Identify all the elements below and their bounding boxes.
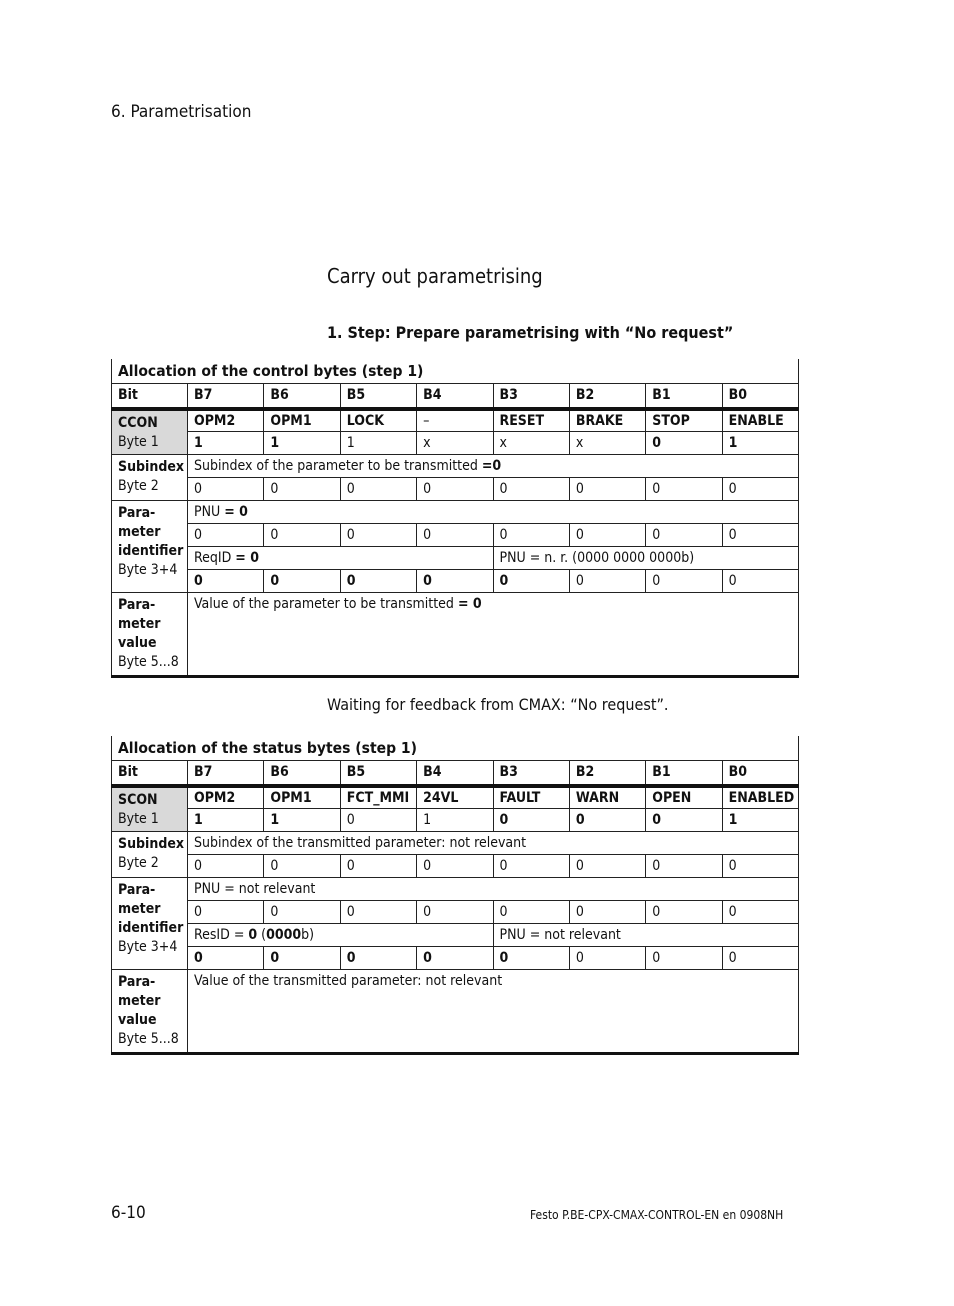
scon-bit-label: FCT_MMI — [340, 786, 416, 809]
pnu-nr-description: PNU = n. r. (0000 0000 0000b) — [493, 547, 799, 570]
resid-value: 0 — [264, 947, 340, 970]
scon-value: 0 — [493, 809, 569, 832]
scon-bit-label: FAULT — [493, 786, 569, 809]
pnu-value: 0 — [417, 901, 493, 924]
subindex-value: 0 — [417, 478, 493, 501]
pnu-text-row — [112, 501, 799, 524]
bit-col: B0 — [722, 761, 798, 786]
pnu-description: PNU = not relevant — [188, 878, 799, 901]
param-id-name: meter — [118, 524, 161, 540]
reqid-value: 0 — [188, 570, 264, 593]
subindex-text-row — [112, 832, 799, 855]
pnu-value: 0 — [264, 524, 340, 547]
table-caption: Allocation of the status bytes (step 1) — [111, 736, 799, 760]
ccon-bit-label: BRAKE — [569, 409, 645, 432]
bit-col: B6 — [264, 761, 340, 786]
resid-value: 0 — [646, 947, 722, 970]
param-value-byte: Byte 5...8 — [118, 1031, 179, 1047]
scon-value-row — [112, 809, 799, 832]
bit-header-row — [112, 384, 799, 409]
subindex-text-row — [112, 455, 799, 478]
param-value-text-bold: = 0 — [457, 596, 482, 612]
bit-col: B0 — [722, 384, 798, 409]
ccon-bit-label: RESET — [493, 409, 569, 432]
pnu-value: 0 — [188, 901, 264, 924]
pnu-value: 0 — [340, 901, 416, 924]
param-id-name: Para- — [118, 505, 156, 521]
subindex-row-label — [112, 832, 188, 878]
pnu-value: 0 — [188, 524, 264, 547]
scon-value: 0 — [569, 809, 645, 832]
param-value-byte: Byte 5...8 — [118, 654, 179, 670]
pnu-text: PNU — [194, 504, 225, 520]
param-id-byte: Byte 3+4 — [118, 562, 178, 578]
subindex-value: 0 — [340, 855, 416, 878]
pnu-value: 0 — [569, 524, 645, 547]
pnu-value: 0 — [646, 524, 722, 547]
scon-label-row — [112, 786, 799, 809]
bit-header-row — [112, 761, 799, 786]
bit-col: B4 — [417, 384, 493, 409]
subindex-value: 0 — [569, 478, 645, 501]
param-value-name: meter — [118, 616, 161, 632]
pnu-value-row — [112, 901, 799, 924]
scon-byte: Byte 1 — [118, 810, 159, 827]
bit-col: B7 — [188, 384, 264, 409]
reqid-text: ReqID — [194, 550, 236, 566]
pnu-value: 0 — [493, 524, 569, 547]
resid-text: ResID = — [194, 927, 249, 943]
subindex-value: 0 — [340, 478, 416, 501]
reqid-value: 0 — [493, 570, 569, 593]
ccon-value: 1 — [340, 432, 416, 455]
feedback-note: Waiting for feedback from CMAX: “No request”. — [327, 695, 669, 714]
step-heading: 1. Step: Prepare parametrising with “No request” — [327, 323, 734, 342]
bit-col: B3 — [493, 761, 569, 786]
bit-col: B3 — [493, 384, 569, 409]
bit-col: B5 — [340, 761, 416, 786]
bit-col: B2 — [569, 384, 645, 409]
pnu-value: 0 — [646, 901, 722, 924]
reqid-text-row — [112, 547, 799, 570]
resid-text-bold: 0 — [248, 927, 258, 943]
resid-value: 0 — [722, 947, 798, 970]
reqid-value: 0 — [417, 570, 493, 593]
reqid-value-row — [112, 570, 799, 593]
param-value-text: Value of the parameter to be transmitted — [194, 596, 458, 612]
scon-value: 1 — [722, 809, 798, 832]
subindex-text: Subindex of the parameter to be transmitted — [194, 458, 482, 474]
pnu-nr-description: PNU = not relevant — [493, 924, 799, 947]
resid-value: 0 — [417, 947, 493, 970]
param-value-row — [112, 970, 799, 1054]
pnu-value: 0 — [417, 524, 493, 547]
scon-value: 0 — [646, 809, 722, 832]
scon-bit-label: WARN — [569, 786, 645, 809]
reqid-value: 0 — [722, 570, 798, 593]
subindex-value: 0 — [646, 478, 722, 501]
subindex-value-row — [112, 478, 799, 501]
param-value-name: value — [118, 635, 157, 651]
subindex-description: Subindex of the transmitted parameter: not relevant — [188, 832, 799, 855]
ccon-value: 1 — [722, 432, 798, 455]
subindex-value: 0 — [646, 855, 722, 878]
pnu-value: 0 — [569, 901, 645, 924]
bit-col: B4 — [417, 761, 493, 786]
bit-col: B1 — [646, 384, 722, 409]
subindex-name: Subindex — [118, 459, 185, 475]
bit-col: B2 — [569, 761, 645, 786]
param-value-name: value — [118, 1012, 157, 1028]
resid-text: b) — [301, 927, 315, 943]
reqid-value: 0 — [646, 570, 722, 593]
bit-col: B1 — [646, 761, 722, 786]
param-value-row — [112, 593, 799, 677]
subindex-byte: Byte 2 — [118, 478, 159, 494]
subindex-value: 0 — [569, 855, 645, 878]
scon-value: 1 — [188, 809, 264, 832]
scon-bit-label: 24VL — [417, 786, 493, 809]
param-value-name: Para- — [118, 974, 156, 990]
pnu-text-row — [112, 878, 799, 901]
ccon-bit-label: STOP — [646, 409, 722, 432]
ccon-bit-label: – — [417, 409, 493, 432]
pnu-value: 0 — [722, 524, 798, 547]
subindex-value: 0 — [722, 855, 798, 878]
subindex-value: 0 — [493, 478, 569, 501]
subindex-value: 0 — [188, 478, 264, 501]
chapter-heading: 6. Parametrisation — [111, 102, 252, 122]
page-number: 6-10 — [111, 1203, 146, 1223]
subindex-value-row — [112, 855, 799, 878]
param-id-row-label — [112, 501, 188, 593]
pnu-value: 0 — [722, 901, 798, 924]
pnu-value-row — [112, 524, 799, 547]
bit-col: B5 — [340, 384, 416, 409]
section-title: Carry out parametrising — [327, 264, 543, 288]
subindex-byte: Byte 2 — [118, 855, 159, 871]
scon-name: SCON — [118, 791, 158, 808]
ccon-value: 1 — [188, 432, 264, 455]
scon-bit-label: OPM1 — [264, 786, 340, 809]
param-id-name: meter — [118, 901, 161, 917]
param-value-name: meter — [118, 993, 161, 1009]
bit-col: B6 — [264, 384, 340, 409]
resid-description — [188, 924, 494, 947]
param-value-row-label — [112, 593, 188, 677]
bit-label: Bit — [112, 384, 188, 409]
subindex-value: 0 — [493, 855, 569, 878]
resid-value: 0 — [340, 947, 416, 970]
param-id-byte: Byte 3+4 — [118, 939, 178, 955]
subindex-text-bold: =0 — [481, 458, 502, 474]
scon-value: 0 — [340, 809, 416, 832]
reqid-value: 0 — [569, 570, 645, 593]
resid-value: 0 — [569, 947, 645, 970]
resid-value: 0 — [493, 947, 569, 970]
footer-doc-id: Festo P.BE-CPX-CMAX-CONTROL-EN en 0908NH — [530, 1208, 784, 1222]
param-id-name: identifier — [118, 920, 184, 936]
resid-value-row — [112, 947, 799, 970]
pnu-value: 0 — [340, 524, 416, 547]
resid-value: 0 — [188, 947, 264, 970]
ccon-row-label — [112, 409, 188, 455]
scon-bit-label: OPM2 — [188, 786, 264, 809]
subindex-value: 0 — [264, 855, 340, 878]
ccon-value: 0 — [646, 432, 722, 455]
scon-value: 1 — [417, 809, 493, 832]
table-caption: Allocation of the control bytes (step 1) — [111, 359, 799, 383]
resid-text: ( — [257, 927, 267, 943]
bit-label: Bit — [112, 761, 188, 786]
pnu-description — [188, 501, 799, 524]
param-value-row-label — [112, 970, 188, 1054]
ccon-label-row — [112, 409, 799, 432]
reqid-text-bold: = 0 — [235, 550, 259, 566]
ccon-bit-label: OPM2 — [188, 409, 264, 432]
subindex-name: Subindex — [118, 836, 185, 852]
resid-text-row — [112, 924, 799, 947]
status-bytes-table — [111, 736, 799, 1055]
reqid-description — [188, 547, 494, 570]
ccon-value: x — [417, 432, 493, 455]
param-value-description — [188, 593, 799, 677]
pnu-text-bold: = 0 — [224, 504, 248, 520]
ccon-bit-label: LOCK — [340, 409, 416, 432]
reqid-value: 0 — [340, 570, 416, 593]
ccon-byte: Byte 1 — [118, 433, 159, 450]
reqid-value: 0 — [264, 570, 340, 593]
pnu-value: 0 — [264, 901, 340, 924]
scon-bit-label: ENABLED — [722, 786, 798, 809]
ccon-value-row — [112, 432, 799, 455]
subindex-value: 0 — [722, 478, 798, 501]
ccon-bit-label: ENABLE — [722, 409, 798, 432]
scon-value: 1 — [264, 809, 340, 832]
ccon-bit-label: OPM1 — [264, 409, 340, 432]
scon-bit-label: OPEN — [646, 786, 722, 809]
subindex-description — [188, 455, 799, 478]
ccon-value: x — [569, 432, 645, 455]
param-value-description: Value of the transmitted parameter: not relevant — [188, 970, 799, 1054]
scon-row-label — [112, 786, 188, 832]
ccon-name: CCON — [118, 414, 158, 431]
param-id-row-label — [112, 878, 188, 970]
param-id-name: Para- — [118, 882, 156, 898]
subindex-row-label — [112, 455, 188, 501]
bit-col: B7 — [188, 761, 264, 786]
ccon-value: x — [493, 432, 569, 455]
subindex-value: 0 — [264, 478, 340, 501]
ccon-value: 1 — [264, 432, 340, 455]
control-bytes-table — [111, 359, 799, 678]
resid-text-bold: 0000 — [266, 927, 302, 943]
param-id-name: identifier — [118, 543, 184, 559]
param-value-name: Para- — [118, 597, 156, 613]
subindex-value: 0 — [188, 855, 264, 878]
subindex-value: 0 — [417, 855, 493, 878]
pnu-value: 0 — [493, 901, 569, 924]
